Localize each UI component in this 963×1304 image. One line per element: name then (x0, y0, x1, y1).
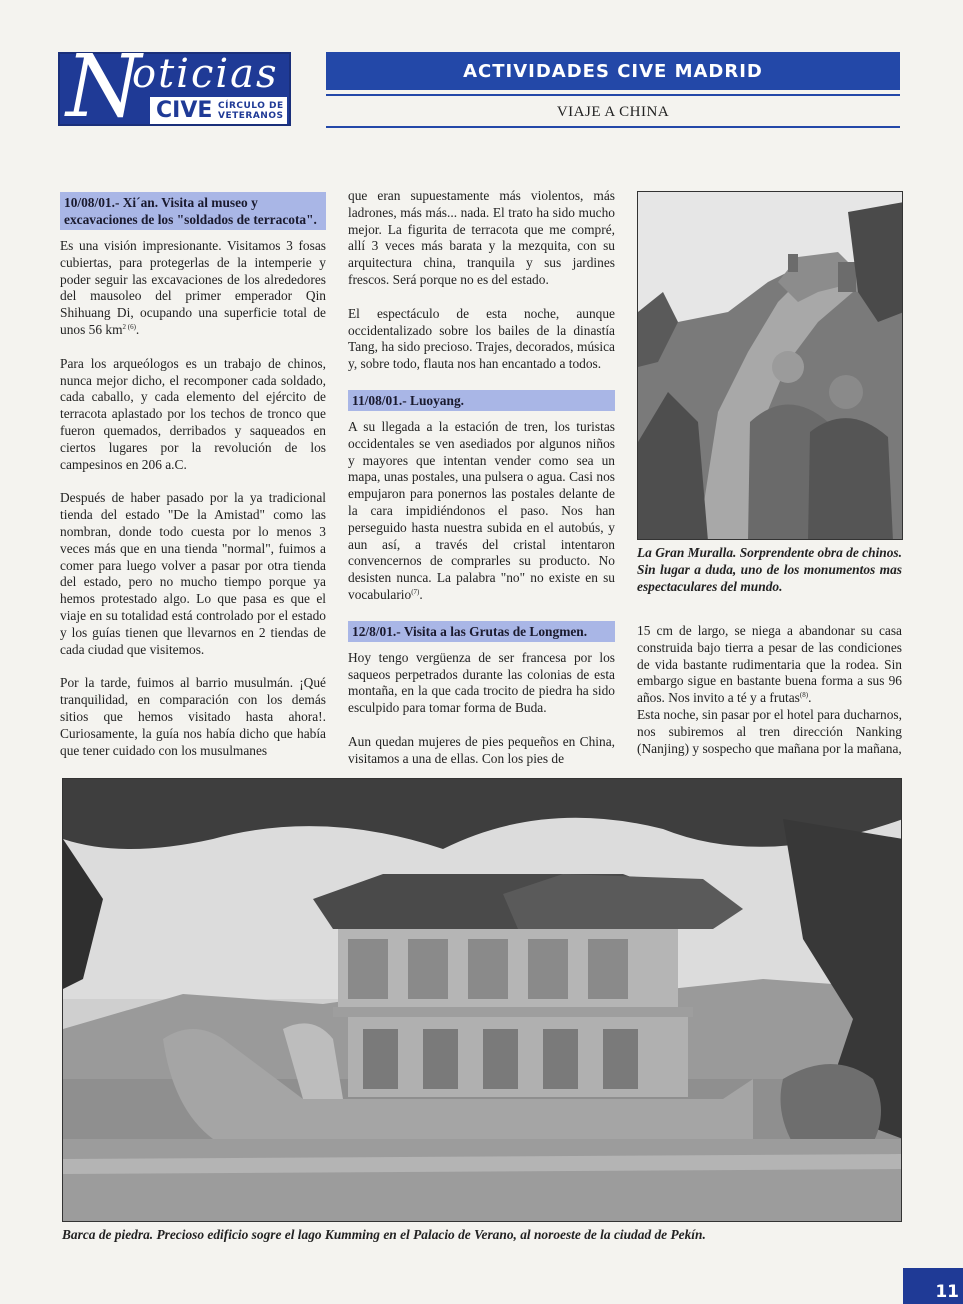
section-subtitle: VIAJE A CHINA (556, 104, 670, 120)
paragraph-text: 15 cm de largo, se niega a abandonar su casa construida bajo tierra a pesar de las condiciones de vida bastante rudimentaria que la rodea. Sin embargo sigue en bastante buena forma a sus 96 años. Nos invito a té y a frutas (637, 623, 902, 706)
footnote-ref: (7) (411, 587, 420, 596)
paragraph: Aun quedan mujeres de pies pequeños en China, visitamos a una de ellas. Con los pies de (348, 733, 615, 766)
column-1 (60, 192, 326, 759)
paragraph-text: Es una visión impresionante. Visitamos 3 fosas cubiertas, para protegerlas de la intemperie y poder seguir las excavaciones de los alrededores del mausoleo del primer emperador Qin Shihuang Di, ocupando una superficie total de unos 56 km (60, 238, 326, 337)
entry-heading-longmen: 12/8/01.- Visita a las Grutas de Longmen. (348, 621, 615, 642)
logo-cive-box (150, 97, 287, 124)
paragraph: que eran supuestamente más violentos, más ladrones, más más... nada. El trato ha sido mucho mejor. La figurita de terracota que me compré, allí 3 veces más barata y la mezquita, con su arquitectura china, tranquila y sus jardines frescos. Será porque no es del estado. (348, 188, 615, 287)
paragraph-text: A su llegada a la estación de tren, los turistas occidentales se ven asediados por algunos niños y mayores que intentan vender como sea un mapa, unas postales, una pulsera o agua. Casi nos empujaron para ponernos las postales delante de la cara impidiéndonos el paso. Nos han perseguido hasta nuestra subida en el autobús, y aun así, a través del cristal intentaron convencernos de comprarles su producto. No desisten nunca. La palabra "no" no existe en su vocabulario (348, 418, 615, 602)
paragraph-end: . (808, 690, 812, 706)
paragraph: Para los arqueólogos es un trabajo de chinos, nunca mejor dicho, el recomponer cada soldado, cada caballo, y cada elemento del ejército de terracota aplastado por los techos de tronco que fueron quemados, derribados y saqueados en ciertos lugares por la revolución de los campesinos en 206 a.C. (60, 355, 326, 472)
logo-sub-line2: VETERANOS (218, 110, 284, 121)
paragraph (637, 623, 902, 707)
paragraph: Hoy tengo vergüenza de ser francesa por los saqueos perpetrados durante las colonias de esta montaña, en la que cada trocito de piedra ha sido esculpido para tomar forma de Buda. (348, 649, 615, 716)
noticias-cive-logo (58, 37, 291, 137)
logo-cive: CIVE (156, 98, 213, 123)
paragraph: Por la tarde, fuimos al barrio musulmán. ¡Qué tranquilidad, en comparación con los demás sitios que hemos visitado hasta ahora!. Curiosamente, la guía nos había dicho que había que tener cuidado con los musulmanes (60, 675, 326, 758)
paragraph (60, 238, 326, 339)
marble-boat-caption: Barca de piedra. Precioso edificio sogre el lago Kumming en el Palacio de Verano, al noroeste de la ciudad de Pekín. (62, 1227, 706, 1242)
logo-subtitle (218, 101, 284, 121)
header-rule-bottom (326, 126, 900, 128)
header-rule-top (326, 94, 900, 96)
paragraph: Esta noche, sin pasar por el hotel para ducharnos, nos subiremos al tren dirección Nanking (Nanjing) y sospecho que mañana por la mañana, (637, 706, 902, 756)
section-title-bar: ACTIVIDADES CIVE MADRID (326, 52, 900, 90)
paragraph (348, 419, 615, 604)
footnote-ref: 2 (6) (122, 322, 136, 331)
entry-heading-luoyang: 11/08/01.- Luoyang. (348, 390, 615, 411)
logo-sub-line1: CÍRCULO DE (218, 100, 284, 111)
great-wall-photo (637, 191, 903, 540)
entry-heading-xian: 10/08/01.- Xi´an. Visita al museo y excavaciones de los "soldados de terracota". (60, 192, 326, 230)
great-wall-caption: La Gran Muralla. Sorprendente obra de chinos. Sin lugar a duda, uno de los monumentos mas espectaculares del mundo. (637, 545, 902, 594)
page-number: 11 (903, 1268, 963, 1304)
great-wall-illustration (638, 192, 903, 540)
paragraph: Después de haber pasado por la ya tradicional tienda del estado "De la Amistad" como las nombran, donde todo cuesta por lo menos 3 veces más que en una tienda "normal", fuimos a comer para luego volver a pasar por otra tienda del estado, pero no mucho tiempo porque ya hemos protestado algo. Lo que pasa es que el viaje en su totalidad está controlado por el estado y los guías tienen que llevarnos en 2 tiendas de cada ciudad que visitemos. (60, 490, 326, 657)
paragraph-end: . (135, 321, 140, 337)
marble-boat-illustration (63, 779, 902, 1222)
paragraph: El espectáculo de esta noche, aunque occidentalizado sobre los bailes de la dinastía Tang, ha sido precioso. Trajes, decorados, música y, sobre todo, flauta nos han encantado a todos. (348, 305, 615, 372)
column-3 (637, 623, 902, 757)
logo-word: oticias (132, 51, 279, 97)
logo-initial: N (66, 37, 142, 137)
marble-boat-photo (62, 778, 902, 1222)
column-2 (348, 188, 615, 768)
footnote-ref: (8) (799, 691, 809, 700)
paragraph-end: . (419, 586, 423, 602)
